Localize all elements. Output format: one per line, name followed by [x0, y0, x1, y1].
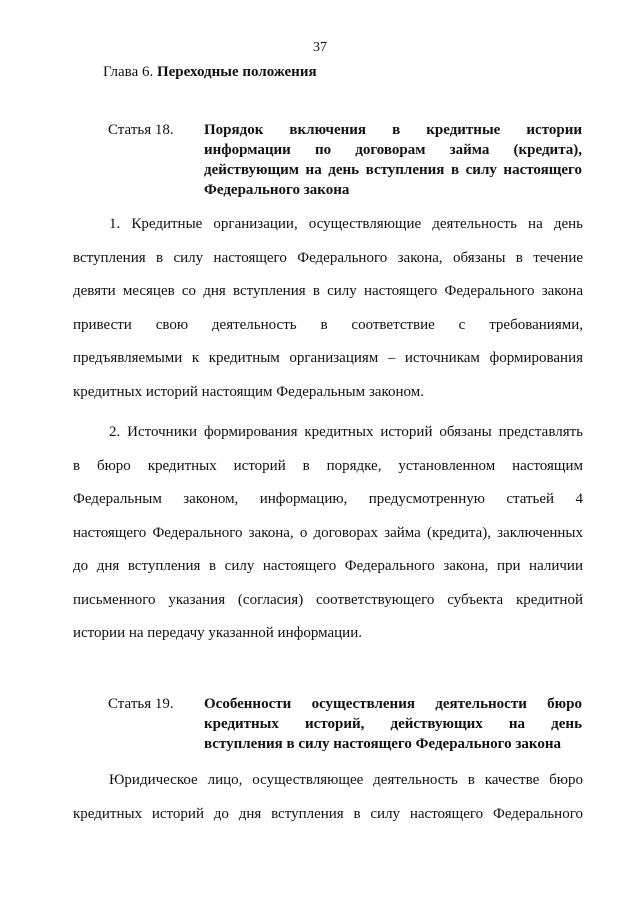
paragraph-line: вступления в силу настоящего Федерального закона, обязаны в течение: [73, 249, 583, 266]
article-19-heading: [108, 694, 582, 754]
chapter-title: Переходные положения: [156, 64, 317, 80]
article-19-title-line: Особенности осуществления деятельности бюро: [204, 696, 582, 712]
chapter-prefix: Глава 6.: [103, 64, 157, 80]
paragraph-line: девяти месяцев со дня вступления в силу настоящего Федерального закона: [73, 283, 583, 299]
paragraph-line: кредитных историй до дня вступления в силу настоящего Федерального: [73, 805, 583, 822]
paragraph-line: предъявляемыми к кредитным организациям – источникам формирования: [73, 350, 583, 366]
paragraph-line: привести свою деятельность в соответствие с требованиями,: [73, 316, 583, 333]
paragraph-line: кредитных историй настоящим Федеральным законом.: [73, 383, 424, 400]
paragraph-line: истории на передачу указанной информации.: [73, 625, 362, 641]
article-18-label: Статья 18.: [108, 122, 174, 138]
paragraph-1: [73, 214, 583, 415]
article-19-title: [204, 694, 582, 754]
article-19-title-line: кредитных историй, действующих на день: [204, 716, 582, 732]
article-18-title: [204, 120, 582, 200]
paragraph-line: настоящего Федерального закона, о договорах займа (кредита), заключенных: [73, 524, 583, 541]
paragraph-line: 1. Кредитные организации, осуществляющие деятельность на день: [109, 216, 583, 232]
page-number: 37: [313, 40, 327, 55]
article-18-heading: [108, 120, 582, 200]
article-18-title-line: Порядок включения в кредитные истории: [204, 122, 582, 138]
paragraph-2: [73, 422, 583, 657]
article-19-label: Статья 19.: [108, 696, 174, 712]
paragraph-line: до дня вступления в силу настоящего Федерального закона, при наличии: [73, 558, 583, 574]
paragraph-line: Федеральным законом, информацию, предусмотренную статьей 4: [73, 491, 583, 507]
paragraph-line: в бюро кредитных историй в порядке, установленном настоящим: [73, 457, 583, 474]
article-19-title-line: вступления в силу настоящего Федерального закона: [204, 736, 561, 752]
article-18-title-line: информации по договорам займа (кредита),: [204, 142, 582, 158]
chapter-heading: [103, 64, 317, 81]
paragraph-line: 2. Источники формирования кредитных историй обязаны представлять: [109, 424, 583, 440]
article-18-title-line: Федерального закона: [204, 182, 350, 198]
article-18-title-line: действующим на день вступления в силу настоящего: [204, 162, 582, 178]
paragraph-line: письменного указания (согласия) соответствующего субъекта кредитной: [73, 591, 583, 608]
paragraph-3: [73, 770, 583, 837]
paragraph-line: Юридическое лицо, осуществляющее деятельность в качестве бюро: [109, 772, 583, 788]
